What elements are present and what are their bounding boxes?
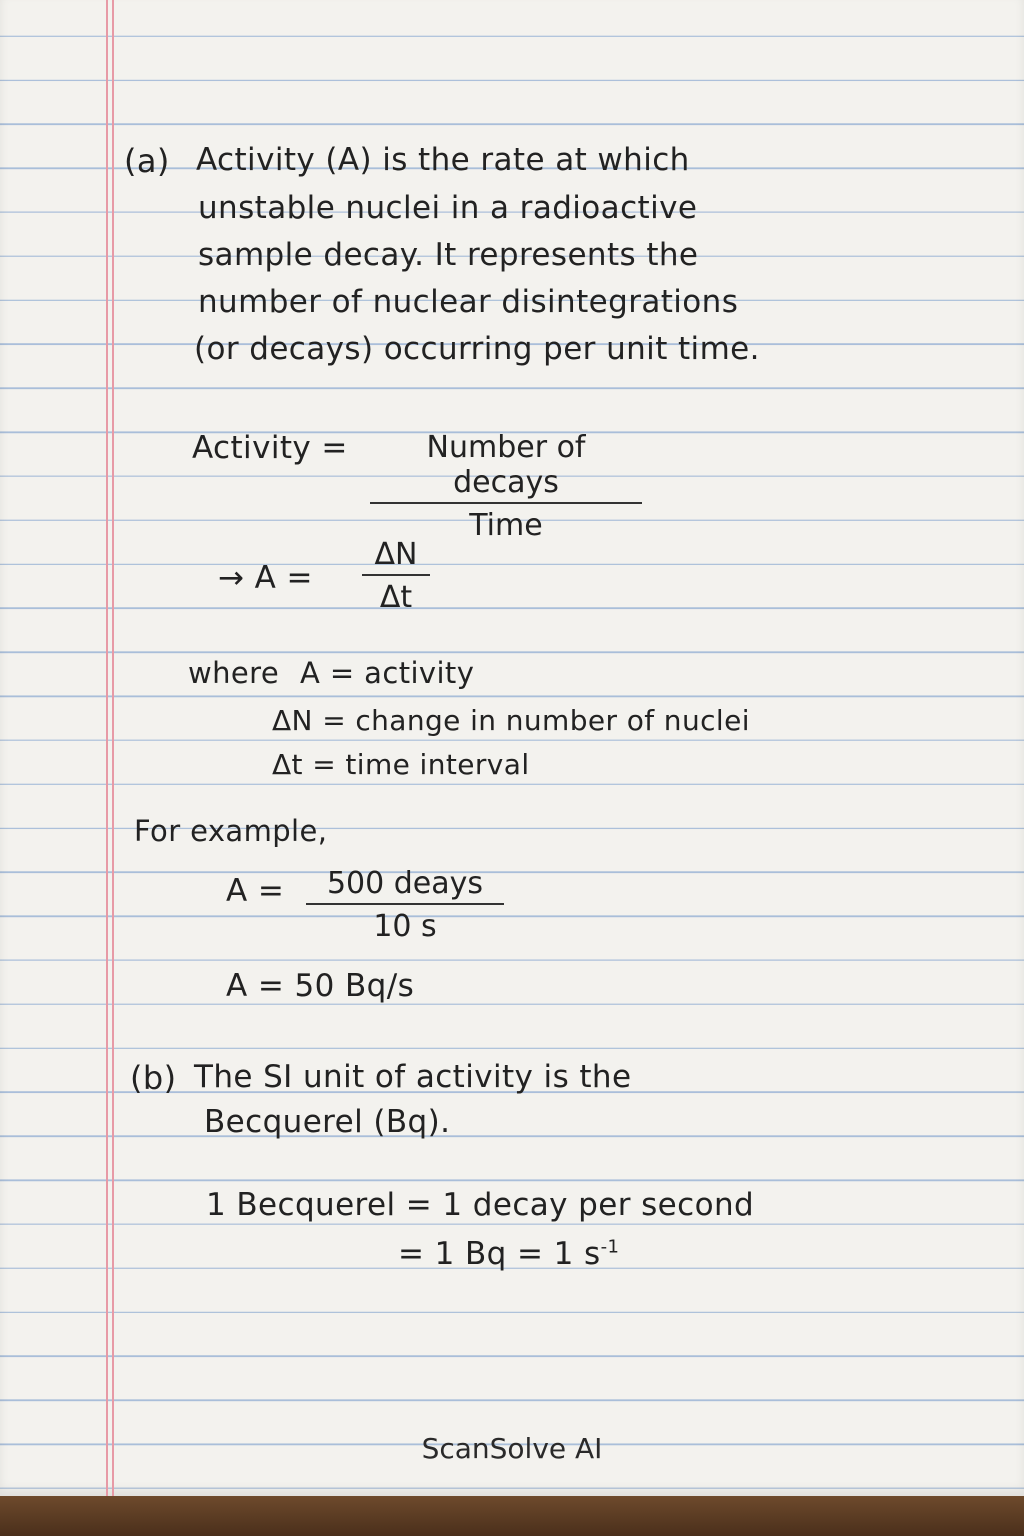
margin-line [112,0,114,1496]
part-b-line-1: The SI unit of activity is the [194,1059,632,1095]
formula-activity-fraction [370,430,642,543]
example-denominator: 10 s [373,909,437,944]
formula-symbolic-lhs: → A = [218,560,313,596]
formula-symbolic-fraction [362,537,430,615]
where-intro: where [188,656,280,690]
margin-line [106,0,108,1496]
part-a-label: (a) [124,142,170,180]
example-intro: For example, [134,814,328,848]
watermark-footer: ScanSolve AI [421,1432,603,1465]
where-def-delta-t: Δt = time interval [272,748,530,781]
formula-activity-denominator: Time [469,508,543,543]
formula-activity-numerator: Number of decays [370,430,642,504]
formula-activity-lhs: Activity = [192,430,348,466]
example-numerator: 500 deays [306,866,504,905]
part-a-line-2: unstable nuclei in a radioactive [198,190,698,226]
becquerel-definition: 1 Becquerel = 1 decay per second [206,1187,755,1223]
example-lhs: A = [226,873,285,909]
part-a-line-5: (or decays) occurring per unit time. [194,331,760,367]
part-a-line-4: number of nuclear disintegrations [198,284,739,320]
becquerel-exponent: -1 [600,1236,620,1258]
part-a-line-1: Activity (A) is the rate at which [196,142,690,178]
part-b-label: (b) [130,1059,177,1097]
part-a-line-3: sample decay. It represents the [198,237,699,273]
wooden-desk [0,1496,1024,1536]
becquerel-equivalence-text: = 1 Bq = 1 s [398,1236,601,1272]
formula-symbolic-denominator: Δt [379,580,413,615]
part-b-line-2: Becquerel (Bq). [204,1104,451,1140]
formula-symbolic-numerator: ΔN [362,537,430,576]
becquerel-equivalence [398,1236,619,1272]
where-def-activity: A = activity [300,656,475,690]
where-def-delta-n: ΔN = change in number of nuclei [272,704,750,737]
example-fraction [306,866,504,944]
example-result: A = 50 Bq/s [226,968,415,1004]
